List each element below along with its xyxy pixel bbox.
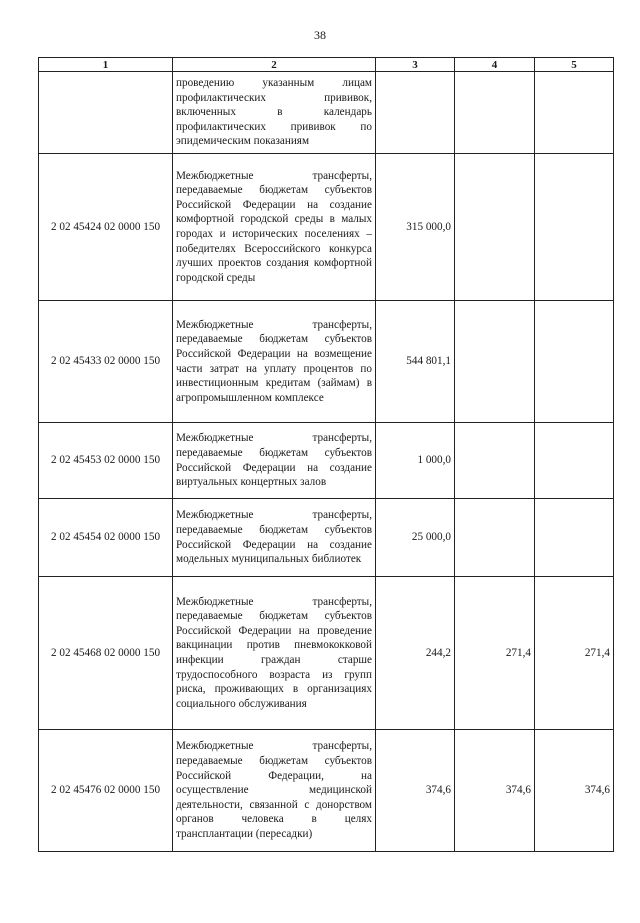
row-value-col3: 244,2: [376, 577, 455, 730]
row-value-col4: [455, 499, 535, 577]
row-code: 2 02 45454 02 0000 150: [39, 499, 173, 577]
row-value-col3: 544 801,1: [376, 301, 455, 423]
row-value-col3: 1 000,0: [376, 423, 455, 499]
row-code: 2 02 45433 02 0000 150: [39, 301, 173, 423]
column-header-5: 5: [535, 58, 614, 72]
row-description: Межбюджетные трансферты, передаваемые бюджетам субъектов Российской Федерации на создание виртуальных концертных залов: [173, 423, 376, 499]
table-row: [39, 154, 614, 301]
table-row: [39, 301, 614, 423]
table-row: [39, 730, 614, 852]
budget-table: [38, 57, 614, 852]
column-header-1: 1: [39, 58, 173, 72]
page-number: 38: [314, 28, 326, 42]
row-value-col4: [455, 301, 535, 423]
column-header-2: 2: [173, 58, 376, 72]
table-row: [39, 423, 614, 499]
row-value-col5: 374,6: [535, 730, 614, 852]
row-description: Межбюджетные трансферты, передаваемые бюджетам субъектов Российской Федерации на проведение вакцинации против пневмококковой инфекции граждан старше трудоспособного возраста из групп риска, проживающих в организациях социального обслуживания: [173, 577, 376, 730]
row-description: Межбюджетные трансферты, передаваемые бюджетам субъектов Российской Федерации на возмещение части затрат на уплату процентов по инвестиционным кредитам (займам) в агропромышленном комплексе: [173, 301, 376, 423]
row-description: Межбюджетные трансферты, передаваемые бюджетам субъектов Российской Федерации на создание комфортной городской среды в малых городах и исторических поселениях – победителях Всероссийского конкурса лучших проектов создания комфортной городской среды: [173, 154, 376, 301]
row-code: 2 02 45453 02 0000 150: [39, 423, 173, 499]
row-description: Межбюджетные трансферты, передаваемые бюджетам субъектов Российской Федерации, на осуществление медицинской деятельности, связанной с донорством органов человека в целях трансплантации (пересадки): [173, 730, 376, 852]
row-value-col5: [535, 72, 614, 154]
row-value-col5: [535, 154, 614, 301]
row-code: 2 02 45476 02 0000 150: [39, 730, 173, 852]
row-value-col4: [455, 423, 535, 499]
row-value-col5: [535, 499, 614, 577]
row-value-col5: 271,4: [535, 577, 614, 730]
row-code: 2 02 45424 02 0000 150: [39, 154, 173, 301]
row-code: [39, 72, 173, 154]
row-value-col3: 315 000,0: [376, 154, 455, 301]
row-value-col5: [535, 423, 614, 499]
row-value-col3: 374,6: [376, 730, 455, 852]
row-value-col3: [376, 72, 455, 154]
table-row: [39, 577, 614, 730]
row-value-col3: 25 000,0: [376, 499, 455, 577]
table-row: [39, 499, 614, 577]
row-value-col4: 271,4: [455, 577, 535, 730]
row-description: проведению указанным лицам профилактических прививок, включенных в календарь профилактических прививок по эпидемическим показаниям: [173, 72, 376, 154]
column-header-4: 4: [455, 58, 535, 72]
row-description: Межбюджетные трансферты, передаваемые бюджетам субъектов Российской Федерации на создание модельных муниципальных библиотек: [173, 499, 376, 577]
row-code: 2 02 45468 02 0000 150: [39, 577, 173, 730]
table-row: [39, 72, 614, 154]
row-value-col4: 374,6: [455, 730, 535, 852]
row-value-col5: [535, 301, 614, 423]
column-header-3: 3: [376, 58, 455, 72]
table-header-row: [39, 58, 614, 72]
row-value-col4: [455, 154, 535, 301]
row-value-col4: [455, 72, 535, 154]
